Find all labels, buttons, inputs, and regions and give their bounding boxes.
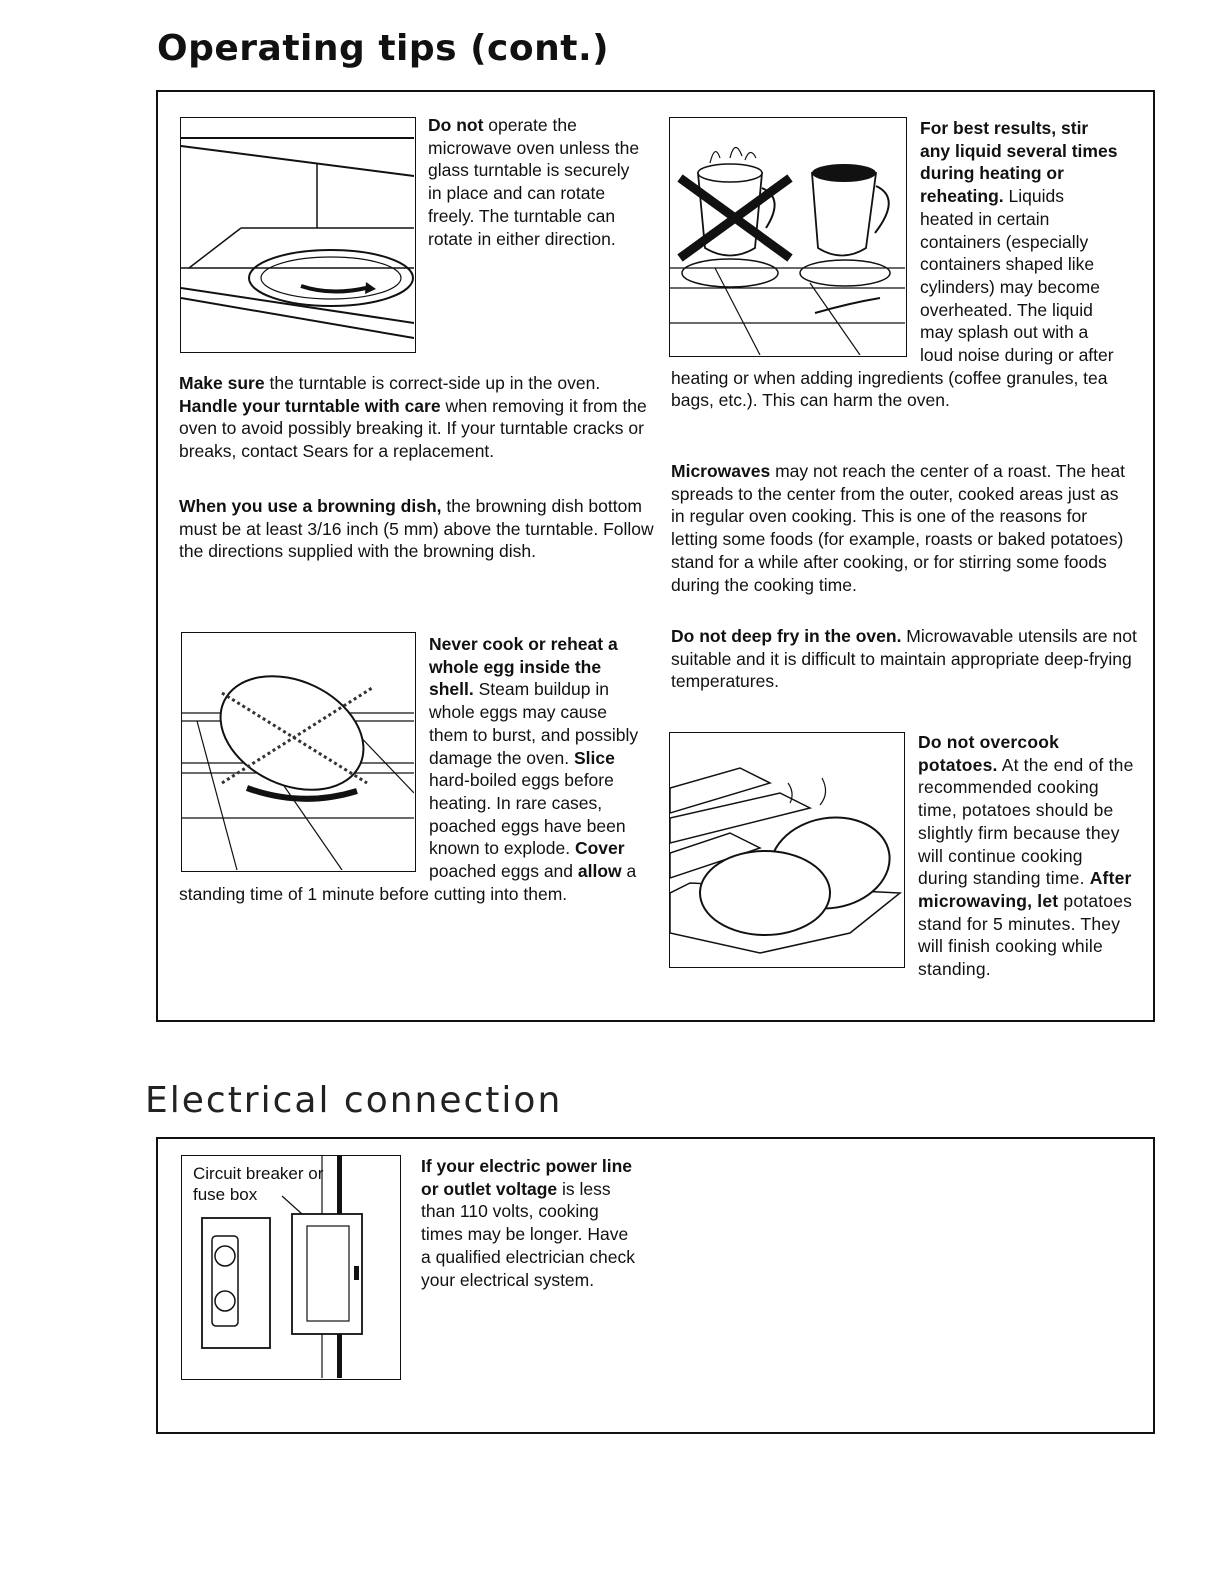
egg-bold-2: Slice <box>573 747 615 768</box>
turntable-text: operate the microwave oven unless the glass turntable is securely in place and can rotate freely. The turntable can rotate in either direction. <box>428 115 640 249</box>
egg-bold-4: allow <box>577 861 622 882</box>
egg-paragraph <box>179 633 649 905</box>
egg-bold-1: Never cook or reheat a whole egg inside the shell. <box>429 634 618 700</box>
turntable-paragraph <box>428 114 643 250</box>
frame-divider <box>156 1020 1155 1022</box>
stir-bold: For best results, stir any liquid several times during heating or reheating. <box>920 118 1118 207</box>
microwaves-bold: Microwaves <box>671 461 771 481</box>
browning-bold: When you use a browning dish, <box>179 496 442 516</box>
potatoes-bold-1: Do not overcook potatoes. <box>918 732 1060 775</box>
browning-text: the browning dish bottom must be at least 3/16 inch (5 mm) above the turntable. Follow the directions supplied with the browning dish. <box>179 496 654 562</box>
turntable-illustration <box>180 117 416 353</box>
potatoes-illustration <box>669 732 905 968</box>
microwaves-text: may not reach the center of a roast. The heat spreads to the center from the outer, cooked areas just as in regular oven cooking. This is one of the reasons for letting some foods (for example, roasts or baked potatoes) stand for a while after cooking, or for stirring some foods during the cooking time. <box>671 461 1125 595</box>
turntable-bold: Do not <box>428 115 484 135</box>
egg-bold-3: Cover <box>574 838 625 859</box>
make-sure-text-2: when removing it from the oven to avoid possibly breaking it. If your turntable cracks or breaks, contact Sears for a replacement. <box>179 395 647 462</box>
cups-figure-spacer <box>671 117 920 364</box>
egg-text-2: hard-boiled eggs before heating. In rare cases, poached eggs have been known to explode. <box>429 770 626 859</box>
deep-fry-text: Microwavable utensils are not suitable and it is difficult to maintain appropriate deep-frying temperatures. <box>671 626 1137 692</box>
stir-text: Liquids heated in certain containers (especially containers shaped like cylinders) may become overheated. The liquid may splash out with a loud noise during or after heating or when adding ingredients (coffee granules, tea bags, etc.). This can harm the oven. <box>671 186 1114 411</box>
egg-text-1: Steam buildup in whole eggs may cause them to burst, and possibly damage the oven. <box>429 679 639 768</box>
voltage-text: is less than 110 volts, cooking times may be longer. Have a qualified electrician check your electrical system. <box>421 1178 636 1290</box>
browning-paragraph <box>179 495 657 563</box>
egg-figure-spacer <box>179 633 429 863</box>
potatoes-text-1: At the end of the recommended cooking time, potatoes should be slightly firm because they will continue cooking during standing time. <box>918 754 1134 889</box>
potatoes-text-2: potatoes stand for 5 minutes. They will finish cooking while standing. <box>918 890 1133 980</box>
section-title-electrical: Electrical connection <box>145 1080 563 1121</box>
microwaves-paragraph <box>671 460 1133 596</box>
make-sure-text-1: the turntable is correct-side up in the oven. <box>264 373 601 393</box>
voltage-paragraph <box>421 1155 641 1291</box>
voltage-bold: If your electric power line or outlet voltage <box>421 1156 633 1199</box>
breaker-label: Circuit breaker or fuse box <box>193 1164 324 1204</box>
potatoes-paragraph <box>918 731 1136 981</box>
deep-fry-bold: Do not deep fry in the oven. <box>671 626 902 646</box>
make-sure-bold: Make sure <box>179 373 265 393</box>
page-title: Operating tips (cont.) <box>157 28 610 69</box>
stir-paragraph <box>671 117 1121 412</box>
handle-care-bold: Handle your turntable with care <box>179 395 441 416</box>
egg-text-3: poached eggs and <box>429 861 578 882</box>
potatoes-bold-2: After microwaving, let <box>918 868 1132 911</box>
make-sure-paragraph <box>179 372 654 463</box>
deep-fry-paragraph <box>671 625 1141 693</box>
egg-text-4: a standing time of 1 minute before cutting into them. <box>179 861 637 904</box>
